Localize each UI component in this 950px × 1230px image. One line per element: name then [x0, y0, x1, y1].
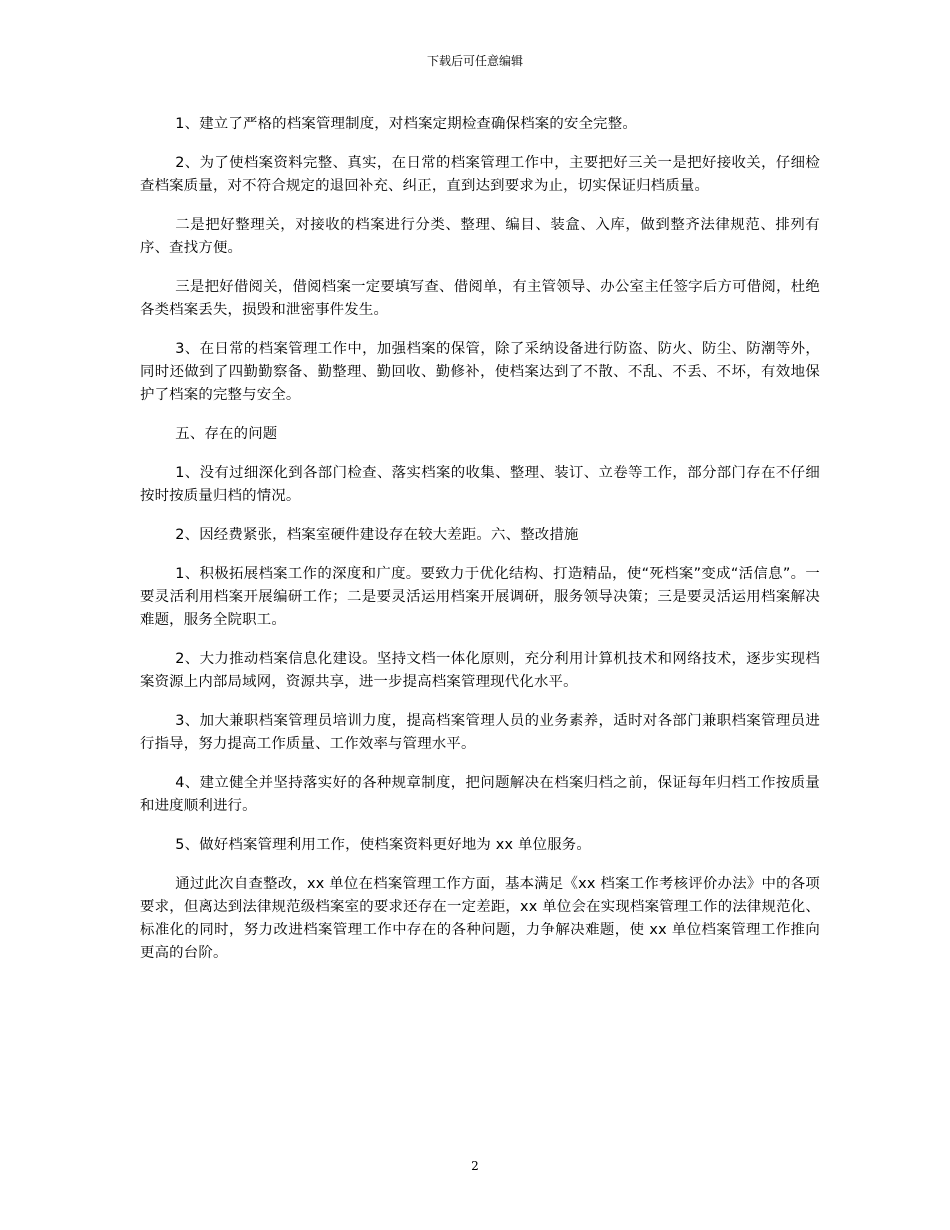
page-number: 2: [471, 1159, 479, 1173]
paragraph: 5、做好档案管理利用工作，使档案资料更好地为 xx 单位服务。: [175, 837, 591, 853]
paragraph: 2、为了使档案资料完整、真实，在日常的档案管理工作中，主要把好三关一是把好接收关，仔细检查档案质量，对不符合规定的退回补充、纠正，直到达到要求为止，切实保证归档质量。: [140, 155, 820, 194]
paragraph: 3、加大兼职档案管理员培训力度，提高档案管理人员的业务素养，适时对各部门兼职档案管理员进行指导，努力提高工作质量、工作效率与管理水平。: [140, 713, 820, 752]
paragraph: 2、因经费紧张，档案室硬件建设存在较大差距。六、整改措施: [175, 527, 579, 543]
paragraph: 二是把好整理关，对接收的档案进行分类、整理、编目、装盒、入库，做到整齐法律规范、排列有序、查找方便。: [140, 217, 820, 256]
paragraph: 2、大力推动档案信息化建设。坚持文档一体化原则，充分利用计算机技术和网络技术，逐步实现档案资源上内部局域网，资源共享，进一步提高档案管理现代化水平。: [140, 651, 820, 690]
paragraph: 4、建立健全并坚持落实好的各种规章制度，把问题解决在档案归档之前，保证每年归档工作按质量和进度顺利进行。: [140, 775, 820, 814]
section-heading: 五、存在的问题: [175, 426, 278, 442]
document-body: [140, 113, 820, 981]
paragraph: 三是把好借阅关，借阅档案一定要填写查、借阅单，有主管领导、办公室主任签字后方可借阅，杜绝各类档案丢失，损毁和泄密事件发生。: [140, 279, 820, 318]
paragraph: 1、建立了严格的档案管理制度，对档案定期检查确保档案的安全完整。: [175, 116, 637, 132]
paragraph: 3、在日常的档案管理工作中，加强档案的保管，除了采纳设备进行防盗、防火、防尘、防潮等外，同时还做到了四勤勤察备、勤整理、勤回收、勤修补，使档案达到了不散、不乱、不丢、不坏，有效地保护了档案的完整与安全。: [140, 341, 820, 403]
paragraph: 1、没有过细深化到各部门检查、落实档案的收集、整理、装订、立卷等工作，部分部门存在不仔细按时按质量归档的情况。: [140, 465, 820, 504]
paragraph: 1、积极拓展档案工作的深度和广度。要致力于优化结构、打造精品，使“死档案”变成“活信息”。一要灵活利用档案开展编研工作；二是要灵活运用档案开展调研，服务领导决策；三是要灵活运用档案解决难题，服务全院职工。: [140, 566, 820, 628]
page-header: 下载后可任意编辑: [426, 54, 523, 68]
paragraph: 通过此次自查整改，xx 单位在档案管理工作方面，基本满足《xx 档案工作考核评价办法》中的各项要求，但离达到法律规范级档案室的要求还存在一定差距，xx 单位会在实现档案管理工作的法律规范化、标准化的同时，努力改进档案管理工作中存在的各种问题，力争解决难题，使 xx 单位档案管理工作推向更高的台阶。: [140, 876, 820, 961]
